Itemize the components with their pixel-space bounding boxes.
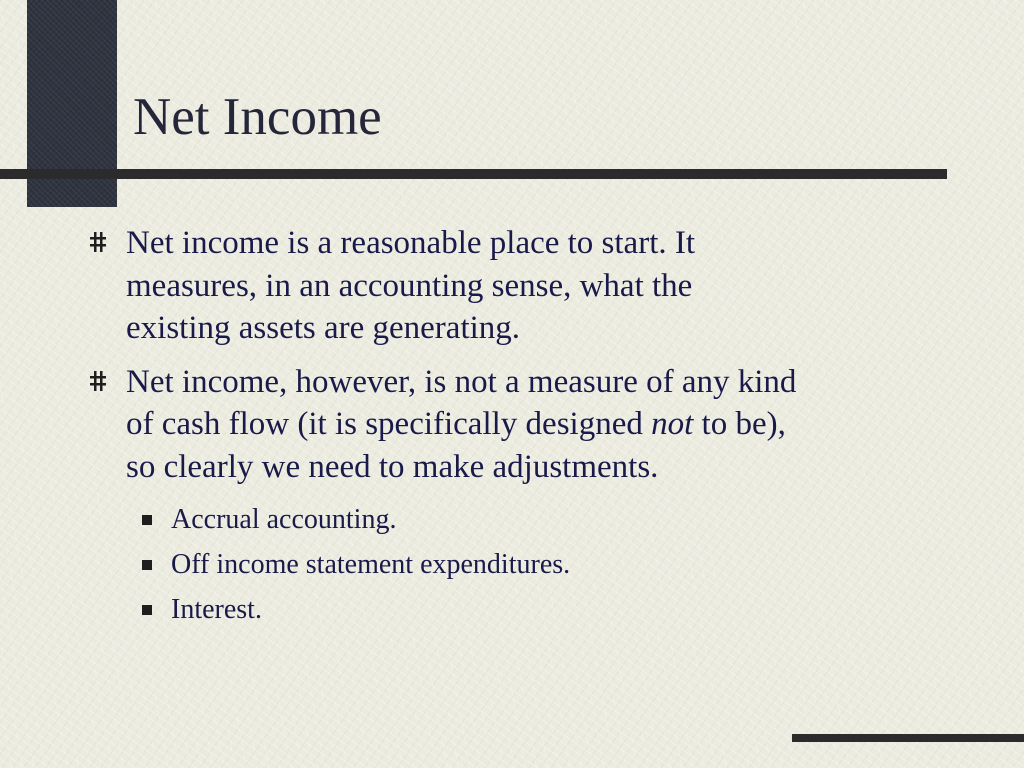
square-bullet-icon	[142, 560, 152, 570]
bullet-text-segment: of cash flow (it is specifically designed	[126, 406, 652, 442]
hash-bullet-icon	[90, 231, 106, 253]
bullet-text-line: measures, in an accounting sense, what the	[126, 267, 693, 304]
sub-bullet-list	[90, 497, 950, 632]
footer-rule	[792, 734, 1024, 742]
title-divider-rule	[0, 169, 947, 179]
bullet-item	[90, 222, 950, 350]
bullet-item	[90, 361, 950, 489]
sub-bullet-item	[90, 587, 950, 632]
bullet-text-line: so clearly we need to make adjustments.	[126, 448, 659, 485]
bullet-text-line: Net income, however, is not a measure of any kind	[126, 363, 797, 400]
hash-bullet-icon	[90, 370, 106, 392]
slide-title: Net Income	[133, 88, 382, 146]
bullet-text-segment: to be),	[693, 406, 786, 442]
sub-bullet-item	[90, 497, 950, 542]
sub-bullet-text: Interest.	[171, 594, 262, 625]
sub-bullet-item	[90, 542, 950, 587]
slide-body	[90, 222, 950, 632]
square-bullet-icon	[142, 605, 152, 615]
sub-bullet-text: Accrual accounting.	[171, 504, 397, 535]
emphasis-text: not	[651, 406, 694, 442]
sub-bullet-text: Off income statement expenditures.	[171, 549, 571, 580]
bullet-text-line	[126, 403, 950, 446]
square-bullet-icon	[142, 515, 152, 525]
bullet-text-line: Net income is a reasonable place to start. It	[126, 225, 696, 261]
bullet-text-line: existing assets are generating.	[126, 310, 521, 346]
